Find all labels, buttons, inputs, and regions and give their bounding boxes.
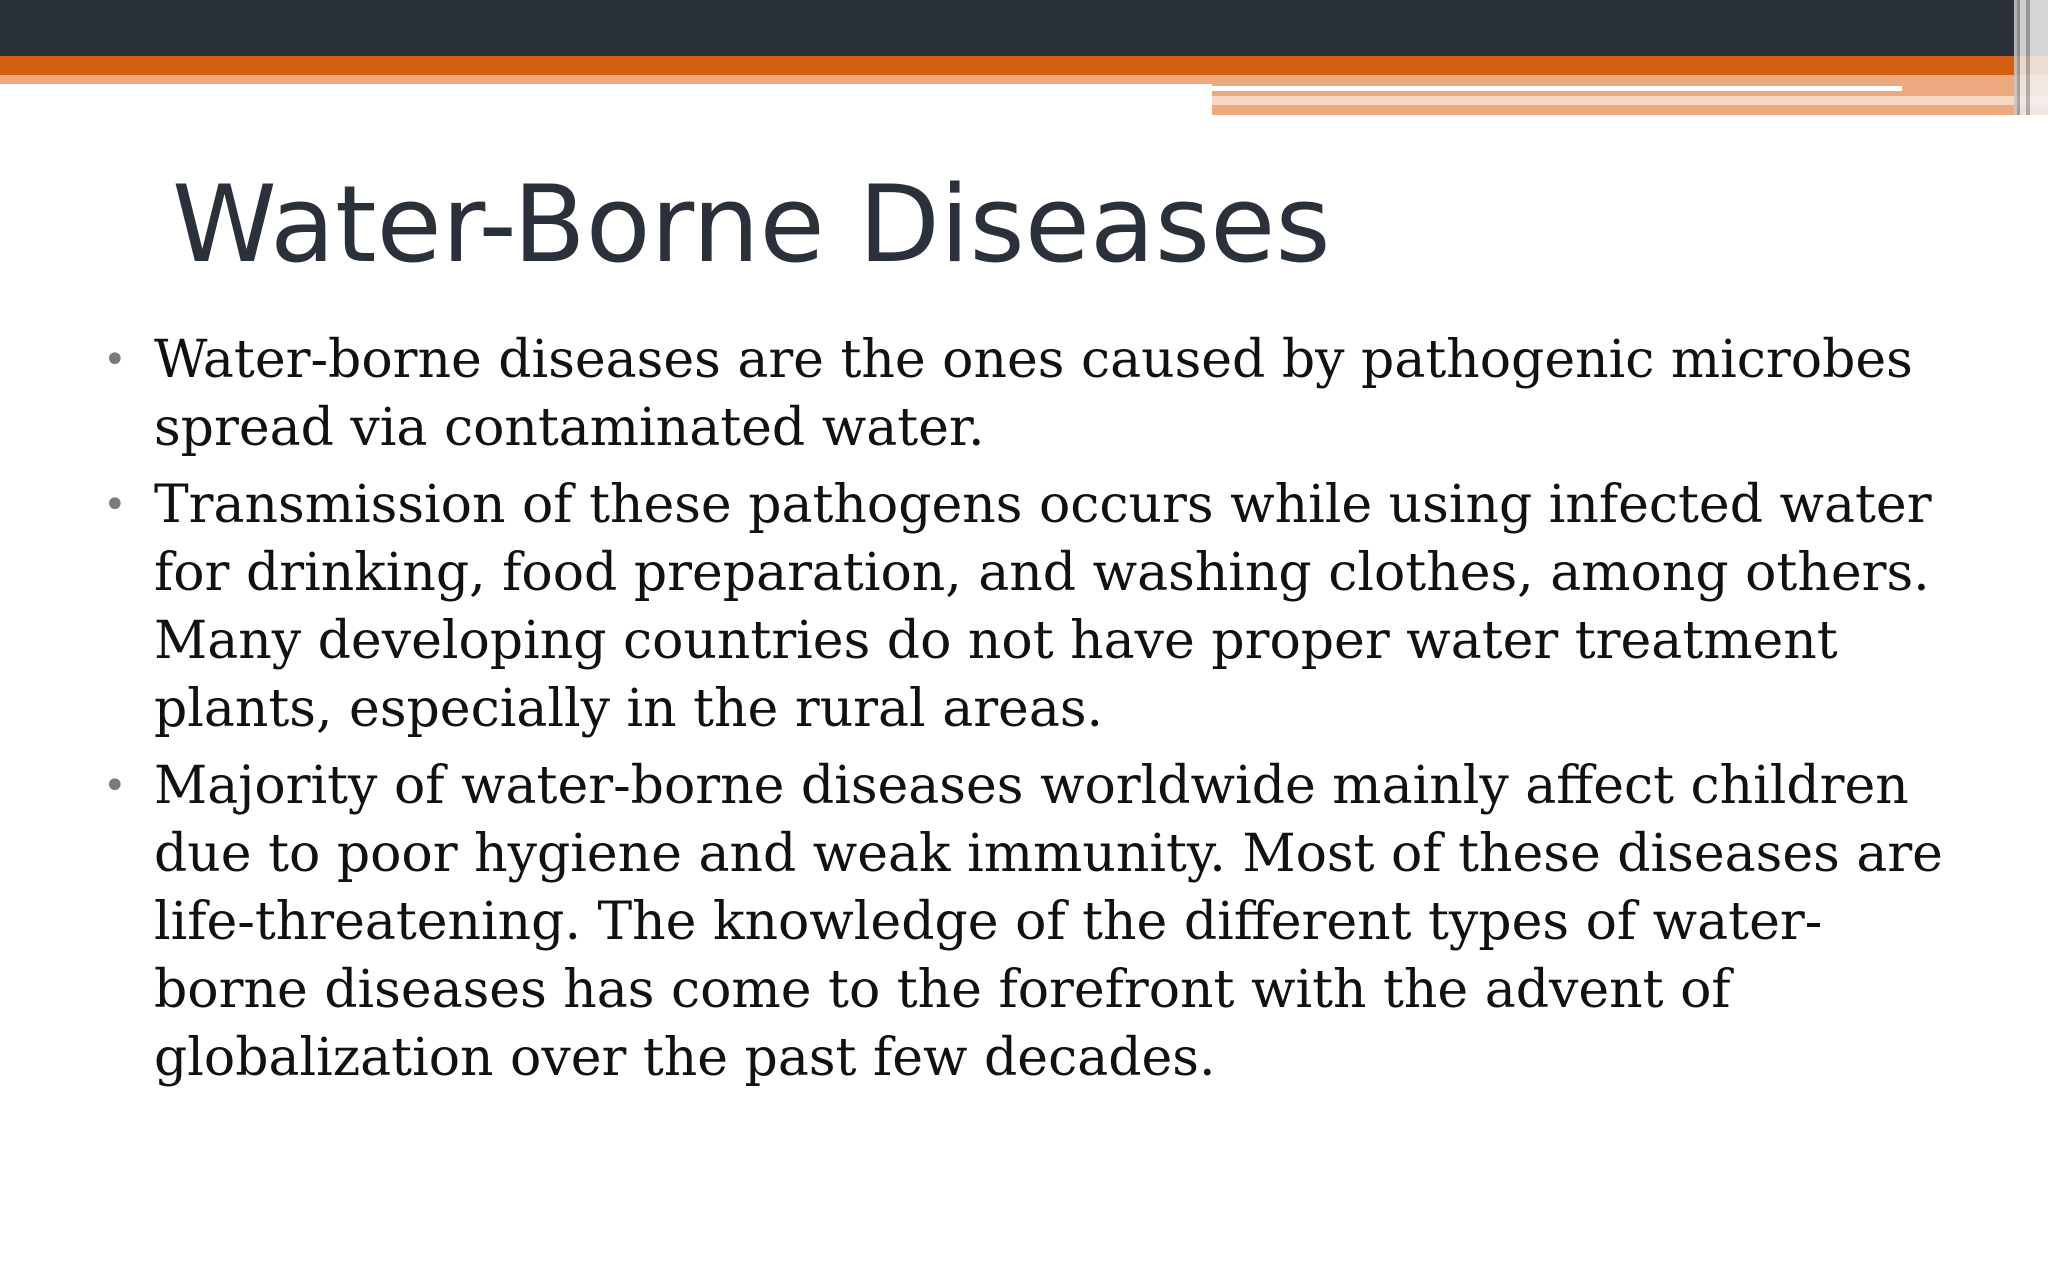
- header-band-stripe: [1212, 86, 1902, 91]
- bullet-dot-icon: •: [103, 482, 127, 528]
- slide-title: Water-Borne Diseases: [172, 163, 1331, 286]
- bullet-item: [95, 326, 1955, 462]
- header-band-stripe: [1212, 96, 2048, 105]
- bullet-text: Transmission of these pathogens occurs while using infected water for drinking, food preparation, and washing clothes, among others. Many developing countries do not have proper water treatment plants, especially in the rural areas.: [154, 475, 1932, 739]
- header-band-peach-left: [0, 75, 1212, 84]
- bullet-dot-icon: •: [103, 763, 127, 809]
- header-right-edge: [2014, 0, 2048, 115]
- bullet-item: [95, 752, 1955, 1092]
- header-band-orange: [0, 56, 2048, 75]
- bullet-item: [95, 471, 1955, 743]
- bullet-dot-icon: •: [103, 337, 127, 383]
- header-band-dark: [0, 0, 2048, 56]
- bullet-list: [95, 326, 1955, 1101]
- bullet-text: Water-borne diseases are the ones caused by pathogenic microbes spread via contaminated water.: [154, 330, 1913, 458]
- bullet-text: Majority of water-borne diseases worldwide mainly affect children due to poor hygiene and weak immunity. Most of these diseases are life-threatening. The knowledge of the different types of water-borne diseases has come to the forefront with the advent of globalization over the past few decades.: [154, 756, 1943, 1088]
